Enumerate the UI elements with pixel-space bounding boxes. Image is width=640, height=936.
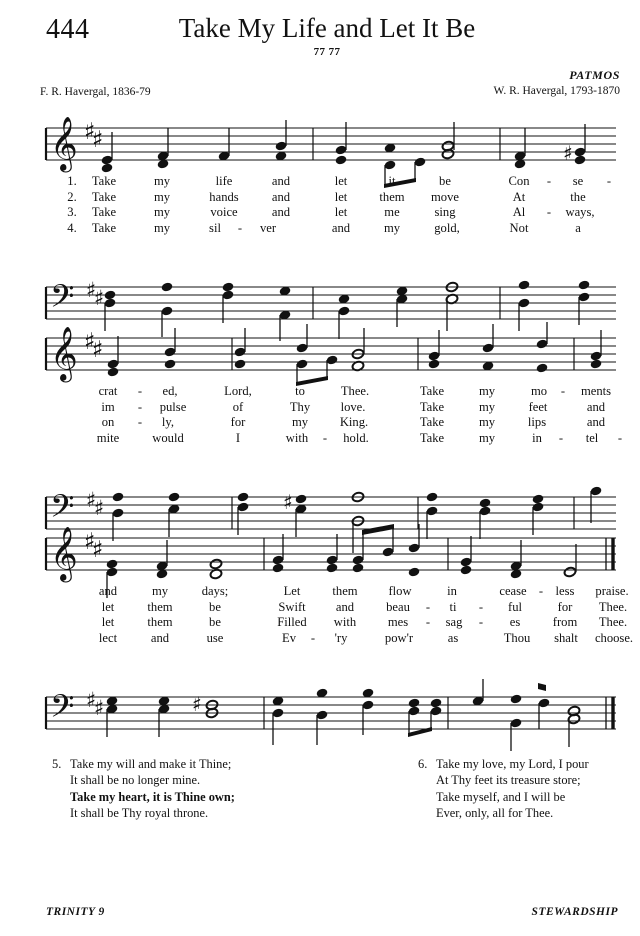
lyric-syllable: Take xyxy=(91,174,117,188)
lyric-syllable: King. xyxy=(339,415,369,430)
lyric-syllable: my xyxy=(478,399,496,414)
lyric-syllable: ments xyxy=(580,384,612,398)
lyric-syllable: ver xyxy=(259,220,277,235)
lyric-syllable: for xyxy=(557,599,573,614)
lyric-syllable: be xyxy=(209,599,221,614)
lyric-syllable: tel xyxy=(585,430,599,445)
lyric-syllable: Lord, xyxy=(224,384,252,398)
sharp-icon: ♯ xyxy=(92,127,104,153)
lyric-syllable: less xyxy=(555,584,575,598)
lyric-syllable: - xyxy=(538,584,544,598)
lyric-syllable: and xyxy=(271,189,291,204)
lyric-syllable: 'ry xyxy=(334,630,348,645)
lyric-syllable: hold. xyxy=(343,430,369,445)
lyric-syllable: and xyxy=(335,599,355,614)
lyric-syllable: a xyxy=(575,220,581,235)
lyric-syllable: Thee. xyxy=(340,384,370,398)
lyric-syllable: I xyxy=(235,430,241,445)
lyric-syllable: Ev xyxy=(282,630,296,645)
lyric-syllable: for xyxy=(230,415,246,430)
lyric-syllable: me xyxy=(384,205,400,220)
lyric-syllable: my xyxy=(383,220,401,235)
lyric-syllable: - xyxy=(310,630,316,645)
lyric-syllable: Thy xyxy=(289,399,311,414)
music-system-1 xyxy=(0,112,640,349)
bass-clef-icon: 𝄢 xyxy=(50,488,75,532)
lyric-syllable: pulse xyxy=(159,399,187,414)
lyric-syllable: my xyxy=(478,430,496,445)
lyric-syllable: love. xyxy=(340,399,366,414)
verse-number: 3. xyxy=(67,205,77,220)
lyric-syllable: lips xyxy=(527,415,547,430)
treble-clef-icon: 𝄞 xyxy=(50,526,78,581)
lyric-syllable: - xyxy=(546,174,552,188)
sharp-icon: ♯ xyxy=(84,119,96,145)
lyric-syllable: be xyxy=(209,615,221,630)
lyric-syllable: would xyxy=(152,430,184,445)
lyric-syllable: my xyxy=(291,415,309,430)
lyric-syllable: pow'r xyxy=(384,630,414,645)
sharp-icon: ♯ xyxy=(84,529,96,555)
extra-verse-number: 5. xyxy=(52,757,62,771)
accidental-sharp-icon: ♯ xyxy=(283,490,293,514)
lyric-syllable: my xyxy=(478,415,496,430)
lyric-syllable: sing xyxy=(434,205,456,220)
lyric-syllable: Thou xyxy=(503,630,531,645)
sharp-icon: ♯ xyxy=(94,696,105,720)
lyric-syllable: Thee. xyxy=(598,615,628,630)
lyric-syllable: in xyxy=(532,430,542,445)
lyric-syllable: - xyxy=(560,384,566,398)
lyric-syllable: At xyxy=(512,189,526,204)
lyric-syllable: my xyxy=(153,205,171,220)
lyric-syllable: my xyxy=(153,189,171,204)
lyric-syllable: them xyxy=(379,189,405,204)
lyric-syllable: with xyxy=(333,615,357,630)
extra-verse-number: 6. xyxy=(418,757,428,771)
extra-verse-line: Take my love, my Lord, I pour xyxy=(436,757,589,771)
lyric-syllable: ed, xyxy=(162,384,178,398)
lyric-syllable: be xyxy=(439,174,451,188)
extra-verse-line: At Thy feet its treasure store; xyxy=(436,773,581,788)
lyric-syllable: them xyxy=(147,615,173,630)
extra-verse-line: Take my heart, it is Thine own; xyxy=(70,789,235,804)
lyric-syllable: and xyxy=(586,415,606,430)
extra-verse-5 xyxy=(52,756,235,822)
sharp-icon: ♯ xyxy=(92,337,104,363)
bass-clef-icon: 𝄢 xyxy=(50,688,75,732)
lyric-syllable: cease xyxy=(499,584,527,598)
lyric-syllable: and xyxy=(271,174,291,188)
lyric-syllable: - xyxy=(137,415,143,430)
treble-clef-icon: 𝄞 xyxy=(50,326,78,381)
lyric-syllable: Al xyxy=(512,205,526,220)
lyric-syllable: Not xyxy=(509,220,529,235)
lyric-syllable: the xyxy=(570,189,586,204)
lyric-syllable: Thee. xyxy=(598,599,628,614)
music-system-3 xyxy=(0,522,640,759)
lyric-syllable: Take xyxy=(419,430,445,445)
lyric-syllable: - xyxy=(137,399,143,414)
lyric-syllable: - xyxy=(617,430,623,445)
lyric-syllable: let xyxy=(101,615,115,630)
page-title: Take My Life and Let It Be xyxy=(178,13,476,43)
extra-verse-line: Ever, only, all for Thee. xyxy=(436,806,554,821)
lyric-syllable: - xyxy=(558,430,564,445)
lyric-syllable: - xyxy=(425,599,431,614)
extra-verse-line: Take my will and make it Thine; xyxy=(70,757,232,771)
sharp-icon: ♯ xyxy=(92,537,104,563)
lyric-syllable: - xyxy=(606,174,612,188)
lyric-syllable: beau xyxy=(386,599,410,614)
lyric-syllable: - xyxy=(546,205,552,220)
author-credit: F. R. Havergal, 1836-79 xyxy=(40,86,151,98)
verse-number: 1. xyxy=(67,174,77,188)
footer-right-label: STEWARDSHIP xyxy=(531,906,618,918)
extra-verse-line: Take myself, and I will be xyxy=(436,789,566,804)
lyric-syllable: my xyxy=(151,584,169,598)
lyric-syllable: move xyxy=(431,189,459,204)
lyric-syllable: Take xyxy=(91,220,117,235)
lyric-syllable: ful xyxy=(508,599,522,614)
lyric-syllable: them xyxy=(332,584,358,598)
lyric-syllable: hands xyxy=(209,189,239,204)
bass-staff-3 xyxy=(0,679,640,759)
lyric-syllable: mo xyxy=(530,384,548,398)
lyric-syllable: crat xyxy=(98,384,118,398)
lyric-syllable: let xyxy=(101,599,115,614)
lyric-syllable: life xyxy=(215,174,233,188)
lyric-syllable: and xyxy=(586,399,606,414)
lyric-syllable: Take xyxy=(419,415,445,430)
lyric-syllable: flow xyxy=(388,584,412,598)
lyric-syllable: Con xyxy=(508,174,530,188)
lyric-syllable: Filled xyxy=(277,615,307,630)
verse-number: 4. xyxy=(67,220,77,235)
lyric-syllable: and xyxy=(150,630,170,645)
lyric-syllable: ti xyxy=(449,599,457,614)
lyric-syllable: ways, xyxy=(565,205,595,220)
extra-verse-lines xyxy=(436,756,589,822)
lyric-syllable: it xyxy=(388,174,396,188)
lyric-syllable: shalt xyxy=(554,630,578,645)
sharp-icon: ♯ xyxy=(84,329,96,355)
lyric-syllable: Take xyxy=(91,189,117,204)
lyric-syllable: of xyxy=(232,399,244,414)
hymn-number: 444 xyxy=(46,14,90,45)
lyric-syllable: and xyxy=(271,205,291,220)
lyric-syllable: from xyxy=(552,615,578,630)
lyric-syllable: mite xyxy=(96,430,120,445)
lyric-syllable: as xyxy=(447,630,459,645)
accidental-sharp-icon: ♯ xyxy=(192,692,202,716)
lyric-syllable: - xyxy=(425,615,431,630)
lyric-syllable: let xyxy=(334,189,348,204)
tune-name: PATMOS xyxy=(569,68,620,82)
lyric-syllable: let xyxy=(334,205,348,220)
sharp-icon: ♯ xyxy=(86,278,97,302)
treble-staff-3 xyxy=(0,522,640,617)
lyric-syllable: on xyxy=(101,415,115,430)
lyric-syllable: Take xyxy=(419,399,445,414)
extra-verse-6 xyxy=(418,756,589,822)
hymn-meter: 77 77 xyxy=(313,46,341,58)
lyric-syllable: with xyxy=(285,430,309,445)
footer-left-label: TRINITY 9 xyxy=(46,906,105,918)
lyric-syllable: - xyxy=(137,384,143,398)
sharp-icon: ♯ xyxy=(94,496,105,520)
lyric-syllable: es xyxy=(509,615,521,630)
lyric-syllable: and xyxy=(98,584,118,598)
lyric-syllable: praise. xyxy=(595,584,629,598)
lyric-syllable: Take xyxy=(91,205,117,220)
lyric-syllable: - xyxy=(478,599,484,614)
extra-verse-line: It shall be no longer mine. xyxy=(70,773,201,788)
lyric-syllable: lect xyxy=(98,630,118,645)
lyric-syllable: days; xyxy=(201,584,229,598)
lyric-syllable: mes xyxy=(387,615,409,630)
composer-credit: W. R. Havergal, 1793-1870 xyxy=(493,85,620,97)
lyric-syllable: feet xyxy=(528,399,548,414)
bass-clef-icon: 𝄢 xyxy=(50,278,75,322)
treble-clef-icon: 𝄞 xyxy=(50,116,78,171)
lyric-syllable: - xyxy=(237,220,243,235)
lyric-syllable: them xyxy=(147,599,173,614)
lyric-syllable: sag xyxy=(445,615,463,630)
lyric-syllable: let xyxy=(334,174,348,188)
accidental-sharp-icon: ♯ xyxy=(563,141,573,165)
lyric-syllable: to xyxy=(295,384,305,398)
lyric-syllable: in xyxy=(447,584,457,598)
lyric-syllable: Let xyxy=(283,584,301,598)
extra-verse-lines xyxy=(70,756,235,822)
lyric-syllable: gold, xyxy=(434,220,460,235)
sharp-icon: ♯ xyxy=(86,488,97,512)
lyric-syllable: my xyxy=(153,220,171,235)
lyric-syllable: - xyxy=(322,430,328,445)
lyric-syllable: sil xyxy=(209,220,221,235)
lyric-syllable: ly, xyxy=(161,415,175,430)
verse-number: 2. xyxy=(67,189,77,204)
lyric-syllable: - xyxy=(478,615,484,630)
lyric-syllable: Take xyxy=(419,384,445,398)
lyric-syllable: my xyxy=(478,384,496,398)
lyric-syllable: Swift xyxy=(278,599,306,614)
lyric-syllable: voice xyxy=(210,205,238,220)
lyric-syllable: and xyxy=(331,220,351,235)
sharp-icon: ♯ xyxy=(86,688,97,712)
sharp-icon: ♯ xyxy=(94,286,105,310)
lyric-syllable: choose. xyxy=(594,630,634,645)
lyric-syllable: my xyxy=(153,174,171,188)
lyric-syllable: se xyxy=(572,174,584,188)
lyric-syllable: use xyxy=(206,630,224,645)
lyric-syllable: im xyxy=(101,399,115,414)
extra-verse-line: It shall be Thy royal throne. xyxy=(70,806,209,821)
